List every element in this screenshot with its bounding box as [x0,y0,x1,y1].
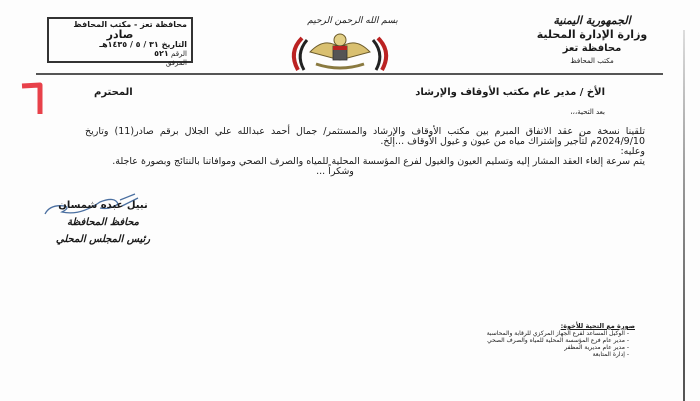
stamp-number: الرقم ٥٢١ [154,49,187,58]
stamp-date: التاريخ ٣١ / ٥ / ١٤٣٥هـ [99,40,187,49]
letterhead-right [522,14,662,67]
page-edge [683,30,685,401]
stamp-outgoing: صادر [106,28,134,41]
stamp-office: محافظة تعز - مكتب المحافظ [73,20,187,29]
cc-item: - الوكيل المساعد لفرع الجهاز المركزي للرقابة والمحاسبة [486,330,629,337]
cc-item: - مدير عام فرع المؤسسة المحلية للمياه والصرف الصحي [487,337,629,344]
greeting: بعد التحية،،، [570,108,605,116]
signer-title-2: رئيس المجلس المحلي [55,234,151,245]
ministry-name: وزارة الإدارة المحلية [536,28,648,41]
signature-block [48,198,158,248]
cc-item: - مدير عام مديرية المظفر [564,344,629,351]
paragraph-3: يتم سرعة إلغاء العقد المشار إليه وتسليم العيون والغيول لفرع المؤسسة المحلية للمياه والصرف الصحي وموافاتنا بالنتائج وبصورة عاجلة. [112,156,645,167]
yemen-eagle-emblem-icon [280,12,400,74]
office-name: مكتب المحافظ [570,57,614,65]
paragraph-2: وعليه: [620,146,645,157]
outgoing-stamp [47,17,193,67]
addressee: الأخ / مدير عام مكتب الأوقاف والإرشاد [415,87,605,98]
signer-title: محافظ المحافظة [66,217,140,228]
basmala: بسم الله الرحمن الرحيم [307,16,398,26]
letter-body [85,127,645,177]
cc-title: صورة مع التحية للأخوة: [560,322,635,330]
signer-name: نبيل عبده شمسان [58,200,148,211]
closing: وشكراً ... [316,166,354,177]
governorate-name: محافظة تعز [562,43,622,54]
honorific: المحترم [94,87,133,98]
country-name: الجمهورية اليمنية [553,14,631,27]
cc-item: - إدارة المتابعة [592,351,629,358]
header-divider [36,73,663,75]
annotation-number-mark [20,82,44,116]
stamp-attachments: المرفق [165,59,187,67]
paragraph-1: تلقينا نسخة من عقد الاتفاق المبرم بين مكتب الأوقاف والإرشاد والمستثمر/ جمال أحمد عبدالله علي الجلال برقم صادر(11) وتاريخ 2024/9/10م لتأجير وإشتراك مياه من عيون و غيول الأوقاف ...إلخ. [85,126,645,147]
cc-list [365,323,635,358]
